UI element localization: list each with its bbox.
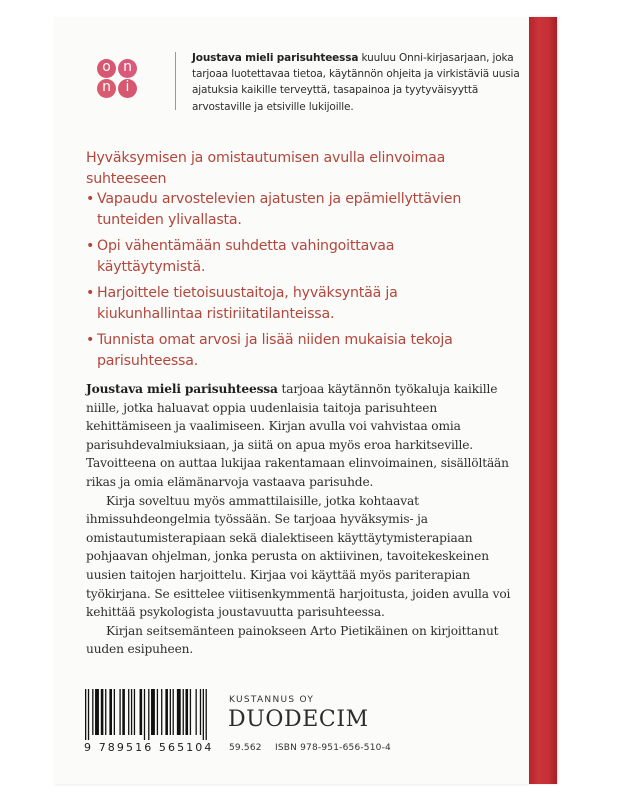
barcode-bar (128, 689, 129, 735)
list-item (86, 236, 506, 277)
logo-letter-i: i (118, 79, 137, 98)
barcode-image (85, 689, 207, 740)
barcode-bar (95, 689, 99, 735)
barcode-bar (101, 689, 104, 735)
barcode-bar (144, 689, 145, 740)
barcode-bar (140, 689, 143, 735)
bullet-icon: • (86, 332, 95, 348)
barcode-bar (183, 689, 184, 735)
logo-letter-n: n (118, 59, 137, 78)
barcode-bar (92, 689, 93, 735)
barcode-bar (161, 689, 162, 735)
barcode-bar (170, 689, 171, 735)
barcode-bar (119, 689, 120, 735)
bullet-icon: • (86, 191, 95, 207)
barcode-bar (177, 689, 181, 735)
book-spine (529, 17, 557, 784)
onni-logo (96, 48, 176, 110)
barcode-bar (173, 689, 174, 735)
paragraph-3: Kirjan seitsemänteen painokseen Arto Pietikäinen on kirjoittanut uuden esipuheen. (86, 623, 499, 657)
logo-divider (175, 52, 176, 110)
book-title-inline: Joustava mieli parisuhteessa (86, 382, 278, 396)
barcode-bar (88, 689, 89, 740)
series-text: kuuluu Onni-kirjasarjaan, joka tarjoaa luotettavaa tietoa, käytännön ohjeita ja virkistäviä uusia ajatuksia kaikille terveyttä, tasapainoa ja tyytyväisyyttä arvostaville ja etsiville lukijoille. (192, 52, 520, 113)
series-description (192, 50, 522, 115)
bullet-icon: • (86, 238, 95, 254)
publisher-name: DUODECIM (228, 707, 369, 732)
barcode-bar (190, 689, 191, 735)
barcode-bar (131, 689, 132, 735)
paragraph-2: Kirja soveltuu myös ammattilaisille, jotka kohtaavat ihmissuhdeongelmia työssään. Se tarjoaa hyväksymis- ja omistautumisterapiaan sekä dialektiseen käyttäytymisterapiaan pohjaavan ohjelman, jonka perusta on aktiivinen, tavoitekeskeinen uusien taitojen harjoittelu. Kirjaa voi käyttää myös pariterapian työkirjana. Se esittelee viitisenkymmentä harjoitusta, joiden avulla voi kehittää psykologista joustavuutta parisuhteessa. (86, 493, 511, 620)
bullet-icon: • (86, 285, 95, 301)
classification-code: 59.562 (229, 743, 262, 753)
paragraph-1-text: tarjoaa käytännön työkaluja kaikille niille, jotka haluavat oppia uudenlaisia taitoja parisuhteen kehittämiseen ja vaalimiseen. Kirjan avulla voi vahvistaa omia parisuhdevalmiuksiaan, ja siitä on apua myös eroa harkitseville. Tavoitteena on auttaa lukijaa rakentamaan elinvoimainen, sisällöltään rikas ja omia elämänarvoja vastaava parisuhde. (86, 382, 509, 489)
barcode-bar (114, 689, 115, 735)
barcode-bar (206, 689, 207, 740)
bullet-text: Harjoittele tietoisuustaitoja, hyväksyntää ja kiukunhallintaa ristiriitatilanteissa. (97, 285, 398, 322)
logo-letter-o: o (97, 59, 116, 78)
barcode-bar (134, 689, 135, 735)
barcode-bar (151, 689, 155, 735)
barcode-bar (165, 689, 168, 735)
barcode-number: 9 789516 565104 (84, 741, 214, 754)
barcode-bar (85, 689, 86, 740)
feature-list (86, 189, 506, 377)
barcode-bar (185, 689, 188, 735)
barcode-bar (200, 689, 201, 735)
publisher-label: KUSTANNUS OY (229, 695, 315, 705)
barcode-bar (203, 689, 204, 740)
barcode-bar (148, 689, 149, 740)
bullet-text: Opi vähentämään suhdetta vahingoittavaa käyttäytymistä. (97, 238, 395, 275)
bullet-text: Tunnista omat arvosi ja lisää niiden mukaisia tekoja parisuhteessa. (97, 332, 453, 369)
barcode-bar (196, 689, 197, 735)
logo-letter-n: n (97, 79, 116, 98)
barcode-bar (105, 689, 106, 735)
tagline: Hyväksymisen ja omistautumisen avulla elinvoimaa suhteeseen (86, 150, 446, 187)
barcode-bar (157, 689, 158, 735)
list-item (86, 283, 506, 324)
paragraph-1 (86, 380, 511, 492)
bullet-text: Vapaudu arvostelevien ajatusten ja epämiellyttävien tunteiden ylivallasta. (97, 191, 462, 228)
list-item (86, 330, 506, 371)
barcode-bar (122, 689, 125, 735)
body-text (86, 380, 511, 659)
isbn-text: ISBN 978-951-656-510-4 (275, 743, 391, 753)
barcode-bar (109, 689, 112, 735)
series-title: Joustava mieli parisuhteessa (192, 52, 359, 64)
list-item (86, 189, 506, 230)
